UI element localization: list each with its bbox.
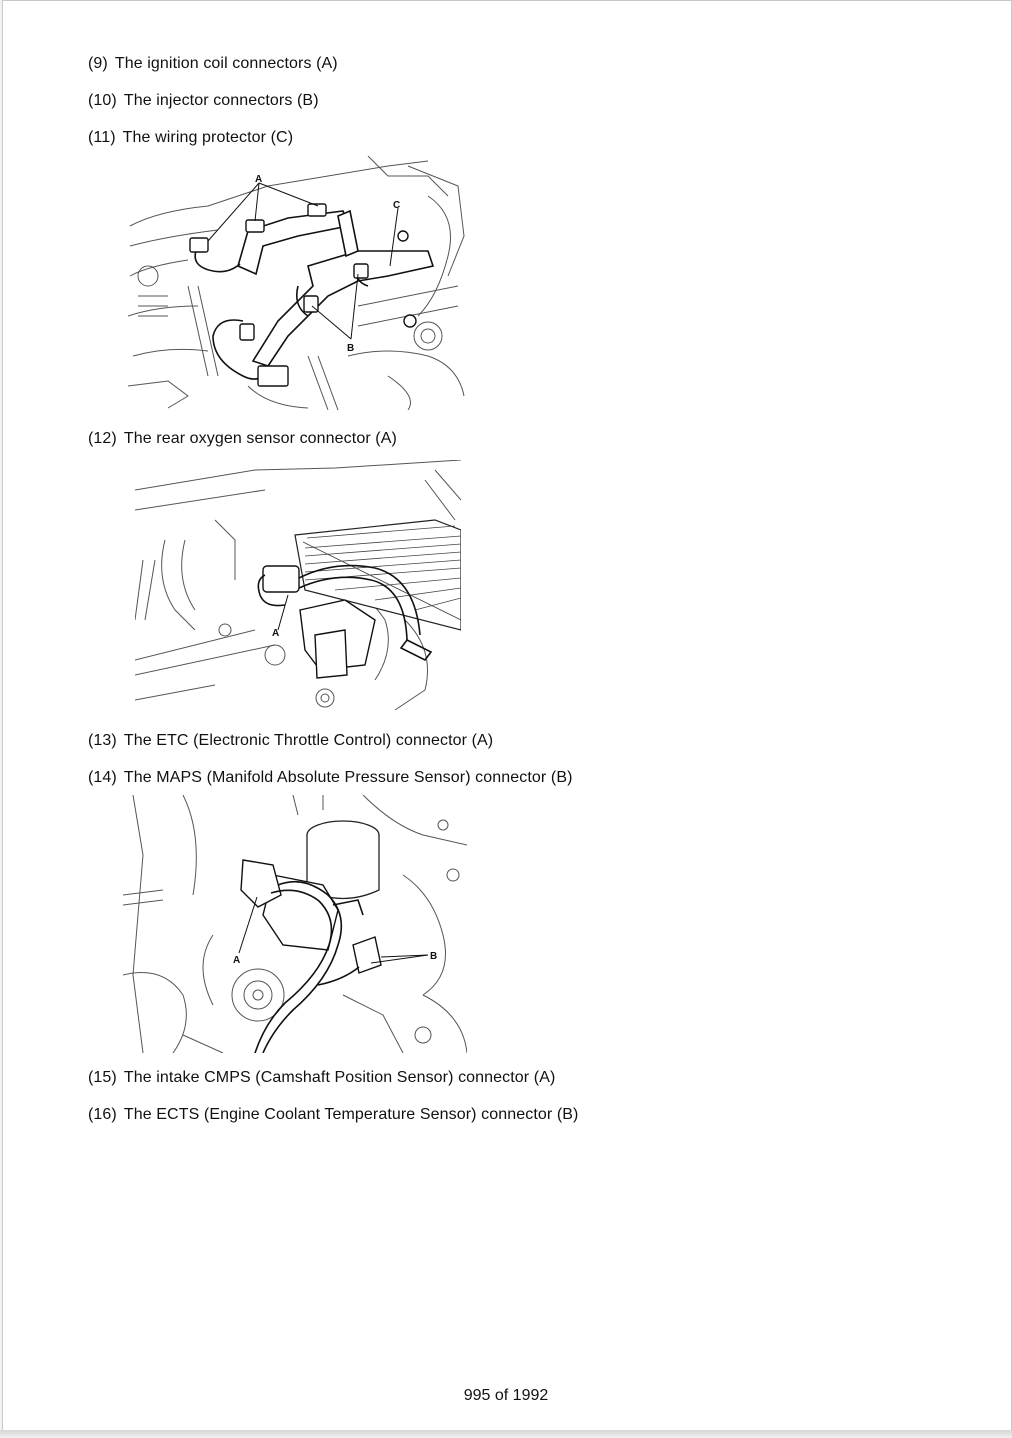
step-text: The MAPS (Manifold Absolute Pressure Sensor) connector (B) bbox=[123, 769, 573, 786]
step-12 bbox=[88, 430, 397, 448]
step-number: (12) bbox=[88, 430, 117, 447]
step-15 bbox=[88, 1069, 555, 1087]
page-number: 995 of 1992 bbox=[463, 1387, 549, 1404]
label-b: B bbox=[430, 951, 438, 962]
engine-line-drawing-1 bbox=[128, 156, 466, 410]
figure-ignition-injector-wiring bbox=[128, 156, 466, 410]
step-10 bbox=[88, 92, 319, 110]
step-text: The ignition coil connectors (A) bbox=[114, 55, 338, 72]
step-13 bbox=[88, 732, 493, 750]
page-bottom-shadow bbox=[0, 1430, 1012, 1438]
engine-line-drawing-2 bbox=[135, 460, 461, 710]
figure-rear-oxygen-sensor bbox=[135, 460, 461, 710]
step-number: (9) bbox=[88, 55, 108, 72]
label-a: A bbox=[233, 955, 241, 966]
step-text: The wiring protector (C) bbox=[122, 129, 294, 146]
step-number: (13) bbox=[88, 732, 117, 749]
label-b: B bbox=[347, 343, 355, 354]
step-14 bbox=[88, 769, 573, 787]
step-16 bbox=[88, 1106, 578, 1124]
step-text: The ETC (Electronic Throttle Control) connector (A) bbox=[123, 732, 494, 749]
figure-etc-maps bbox=[123, 795, 467, 1053]
step-number: (14) bbox=[88, 769, 117, 786]
step-number: (10) bbox=[88, 92, 117, 109]
engine-line-drawing-3 bbox=[123, 795, 467, 1053]
step-9 bbox=[88, 55, 338, 73]
label-a: A bbox=[272, 628, 280, 639]
label-c: C bbox=[393, 200, 401, 211]
step-number: (11) bbox=[88, 129, 116, 146]
label-a: A bbox=[255, 174, 263, 185]
step-number: (16) bbox=[88, 1106, 117, 1123]
step-text: The ECTS (Engine Coolant Temperature Sensor) connector (B) bbox=[123, 1106, 579, 1123]
step-text: The intake CMPS (Camshaft Position Sensor) connector (A) bbox=[123, 1069, 556, 1086]
step-number: (15) bbox=[88, 1069, 117, 1086]
step-text: The injector connectors (B) bbox=[123, 92, 319, 109]
step-text: The rear oxygen sensor connector (A) bbox=[123, 430, 397, 447]
step-11 bbox=[88, 129, 293, 147]
